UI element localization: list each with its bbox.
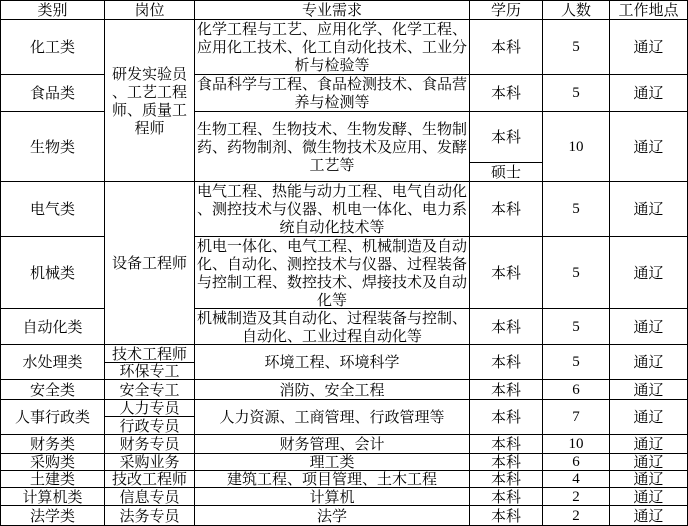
education-cell-law: 本科 bbox=[470, 506, 543, 526]
position-cell-finance: 财务专员 bbox=[105, 435, 195, 454]
count-cell-civil: 4 bbox=[543, 471, 610, 488]
location-cell-computer: 通辽 bbox=[610, 488, 688, 506]
major-cell-biology bbox=[195, 112, 470, 182]
location-cell-automation: 通辽 bbox=[610, 309, 688, 345]
count-cell-procurement: 6 bbox=[543, 454, 610, 471]
education-cell-procurement: 本科 bbox=[470, 454, 543, 471]
category-cell-mechanical: 机械类 bbox=[1, 237, 105, 309]
count-cell-finance: 10 bbox=[543, 435, 610, 454]
major-line: 化、自动化、测控技术与仪器、过程装备 bbox=[196, 254, 467, 273]
education-cell-hr-admin: 本科 bbox=[470, 400, 543, 435]
location-cell-finance: 通辽 bbox=[610, 435, 688, 454]
major-cell-mechanical bbox=[195, 237, 470, 309]
count-cell-biology: 10 bbox=[543, 112, 610, 182]
education-cell-computer: 本科 bbox=[470, 488, 543, 506]
category-cell-food: 食品类 bbox=[1, 75, 105, 112]
count-cell-food: 5 bbox=[543, 75, 610, 112]
major-line: 析与检验等 bbox=[294, 56, 370, 74]
category-cell-procurement: 采购类 bbox=[1, 454, 105, 471]
category-cell-safety: 安全类 bbox=[1, 380, 105, 400]
category-cell-chemical: 化工类 bbox=[1, 20, 105, 75]
header-position: 岗位 bbox=[105, 1, 195, 20]
count-cell-safety: 6 bbox=[543, 380, 610, 400]
major-line: 工艺等 bbox=[309, 155, 355, 174]
header-location: 工作地点 bbox=[610, 1, 688, 20]
location-cell-food: 通辽 bbox=[610, 75, 688, 112]
major-line: 、测控技术与仪器、机电一体化、电力系 bbox=[196, 200, 467, 218]
major-cell-procurement: 理工类 bbox=[195, 454, 470, 471]
major-line: 统自动化技术等 bbox=[279, 218, 385, 236]
major-cell-computer: 计算机 bbox=[195, 488, 470, 506]
position-cell-safety: 安全专工 bbox=[105, 380, 195, 400]
position-cell-equipment: 设备工程师 bbox=[105, 182, 195, 345]
location-cell-water-treatment: 通辽 bbox=[610, 345, 688, 380]
location-cell-hr-admin: 通辽 bbox=[610, 400, 688, 435]
major-cell-law: 法学 bbox=[195, 506, 470, 526]
major-line: 电气工程、热能与动力工程、电气自动化 bbox=[196, 182, 467, 200]
major-line: 化学工程与工艺、应用化学、化学工程、 bbox=[196, 20, 467, 38]
count-cell-water-treatment: 5 bbox=[543, 345, 610, 380]
category-cell-computer: 计算机类 bbox=[1, 488, 105, 506]
education-cell-food: 本科 bbox=[470, 75, 543, 112]
position-line: 师、质量工 bbox=[111, 100, 187, 119]
location-cell-law: 通辽 bbox=[610, 506, 688, 526]
major-cell-electrical bbox=[195, 182, 470, 237]
major-line: 药、药物制剂、微生物技术及应用、发酵 bbox=[196, 137, 467, 156]
count-cell-chemical: 5 bbox=[543, 20, 610, 75]
category-cell-civil: 土建类 bbox=[1, 471, 105, 488]
major-cell-civil: 建筑工程、项目管理、土木工程 bbox=[195, 471, 470, 488]
position-cell-civil: 技改工程师 bbox=[105, 471, 195, 488]
category-cell-biology: 生物类 bbox=[1, 112, 105, 182]
education-cell-civil: 本科 bbox=[470, 471, 543, 488]
location-cell-electrical: 通辽 bbox=[610, 182, 688, 237]
count-cell-automation: 5 bbox=[543, 309, 610, 345]
position-line: 程师 bbox=[134, 118, 165, 137]
position-cell-rd bbox=[105, 20, 195, 182]
category-cell-electrical: 电气类 bbox=[1, 182, 105, 237]
major-line: 机电一体化、电气工程、机械制造及自动 bbox=[196, 237, 467, 255]
major-cell-safety: 消防、安全工程 bbox=[195, 380, 470, 400]
education-cell-biology-bachelor: 本科 bbox=[470, 112, 543, 163]
education-cell-automation: 本科 bbox=[470, 309, 543, 345]
position-cell-law: 法务专员 bbox=[105, 506, 195, 526]
location-cell-mechanical: 通辽 bbox=[610, 237, 688, 309]
location-cell-procurement: 通辽 bbox=[610, 454, 688, 471]
header-category: 类别 bbox=[1, 1, 105, 20]
count-cell-law: 2 bbox=[543, 506, 610, 526]
count-cell-electrical: 5 bbox=[543, 182, 610, 237]
education-cell-water-treatment: 本科 bbox=[470, 345, 543, 380]
count-cell-computer: 2 bbox=[543, 488, 610, 506]
major-line: 机械制造及其自动化、过程装备与控制、 bbox=[196, 309, 467, 327]
major-line: 养与检测等 bbox=[294, 93, 370, 111]
location-cell-safety: 通辽 bbox=[610, 380, 688, 400]
major-line: 自动化、工业过程自动化等 bbox=[241, 326, 422, 345]
major-cell-automation bbox=[195, 309, 470, 345]
major-line: 与控制工程、数控技术、焊接技术及自动 bbox=[196, 272, 467, 291]
education-cell-finance: 本科 bbox=[470, 435, 543, 454]
category-cell-finance: 财务类 bbox=[1, 435, 105, 454]
major-line: 食品科学与工程、食品检测技术、食品营 bbox=[196, 75, 467, 93]
major-line: 应用化工技术、化工自动化技术、工业分 bbox=[196, 38, 467, 56]
education-cell-biology-master: 硕士 bbox=[470, 163, 543, 182]
education-cell-safety: 本科 bbox=[470, 380, 543, 400]
major-line: 化等 bbox=[316, 290, 347, 309]
major-cell-water-treatment: 环境工程、环境科学 bbox=[195, 345, 470, 380]
major-cell-food bbox=[195, 75, 470, 112]
position-cell-admin-specialist: 行政专员 bbox=[105, 417, 195, 435]
location-cell-civil: 通辽 bbox=[610, 471, 688, 488]
position-cell-procurement: 采购业务 bbox=[105, 454, 195, 471]
count-cell-mechanical: 5 bbox=[543, 237, 610, 309]
location-cell-chemical: 通辽 bbox=[610, 20, 688, 75]
position-cell-water-tech-engineer: 技术工程师 bbox=[105, 345, 195, 363]
category-cell-water-treatment: 水处理类 bbox=[1, 345, 105, 380]
position-cell-water-env-specialist: 环保专工 bbox=[105, 363, 195, 380]
category-cell-hr-admin: 人事行政类 bbox=[1, 400, 105, 435]
major-cell-chemical bbox=[195, 20, 470, 75]
header-count: 人数 bbox=[543, 1, 610, 20]
position-cell-computer: 信息专员 bbox=[105, 488, 195, 506]
category-cell-automation: 自动化类 bbox=[1, 309, 105, 345]
position-cell-hr-specialist: 人力专员 bbox=[105, 400, 195, 417]
count-cell-hr-admin: 7 bbox=[543, 400, 610, 435]
position-line: 、工艺工程 bbox=[111, 82, 187, 101]
major-line: 生物工程、生物技术、生物发酵、生物制 bbox=[196, 119, 467, 138]
major-cell-finance: 财务管理、会计 bbox=[195, 435, 470, 454]
major-cell-hr-admin: 人力资源、工商管理、行政管理等 bbox=[195, 400, 470, 435]
header-major: 专业需求 bbox=[195, 1, 470, 20]
location-cell-biology: 通辽 bbox=[610, 112, 688, 182]
category-cell-law: 法学类 bbox=[1, 506, 105, 526]
education-cell-mechanical: 本科 bbox=[470, 237, 543, 309]
education-cell-chemical: 本科 bbox=[470, 20, 543, 75]
header-education: 学历 bbox=[470, 1, 543, 20]
education-cell-electrical: 本科 bbox=[470, 182, 543, 237]
position-line: 研发实验员 bbox=[111, 64, 187, 83]
